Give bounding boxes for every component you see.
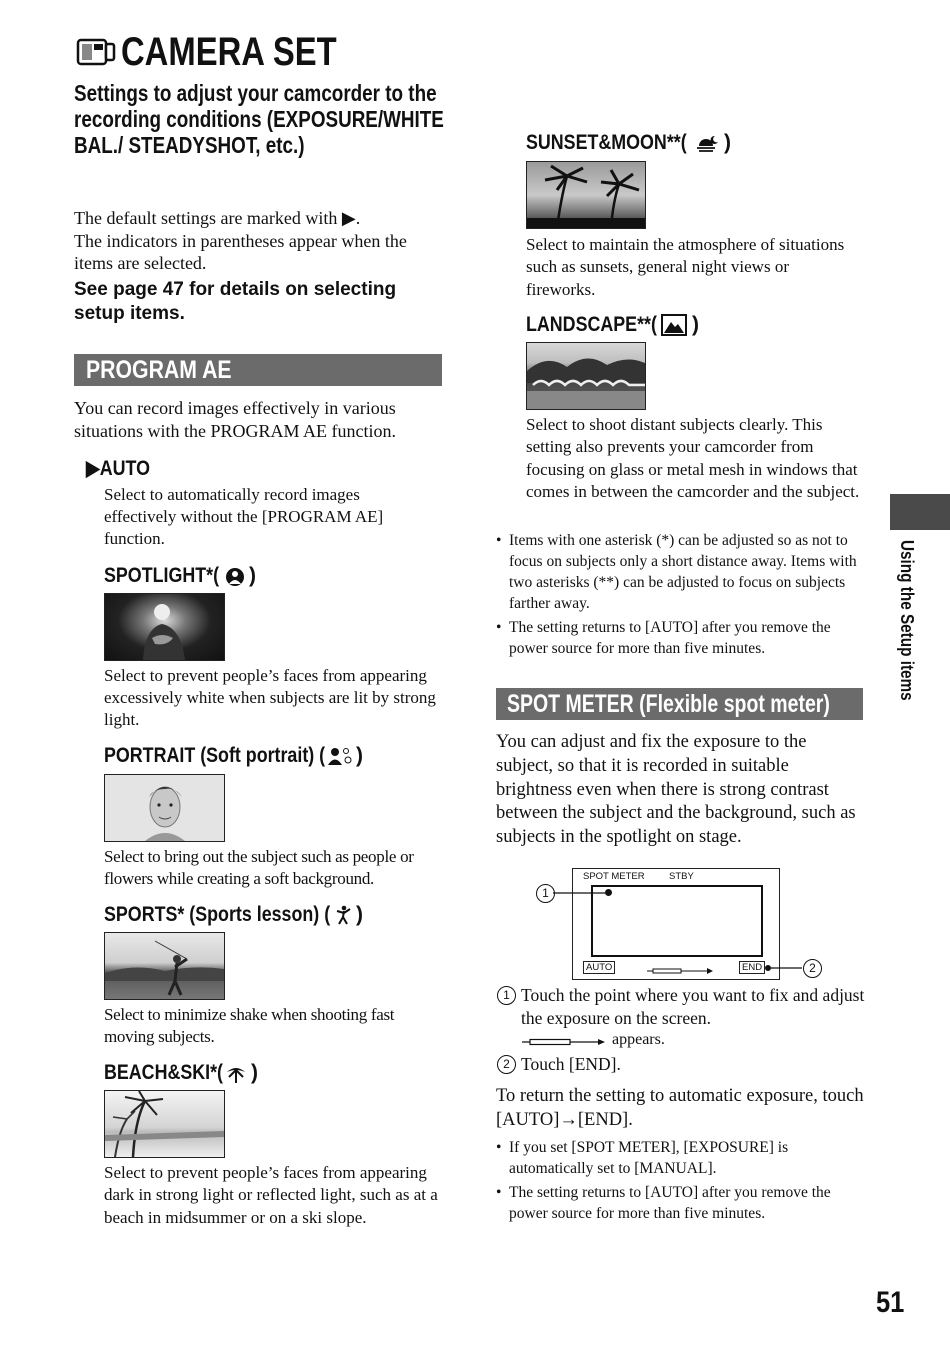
portrait-title: PORTRAIT (Soft portrait) ( xyxy=(104,744,326,767)
sunset-moon-close: ) xyxy=(724,131,731,154)
beach-ski-close: ) xyxy=(251,1061,258,1084)
page-number: 51 xyxy=(876,1286,905,1319)
sunset-moon-desc: Select to maintain the atmosphere of situations such as sunsets, general night views or fireworks. xyxy=(526,235,845,299)
screen-status: STBY xyxy=(669,871,694,882)
portrait-icon xyxy=(327,746,353,771)
note-power-text: The setting returns to [AUTO] after you remove the power source for more than five minutes. xyxy=(509,619,831,657)
return-text: To return the setting to automatic exposure, touch [AUTO]→[END]. xyxy=(496,1086,864,1130)
subtitle-text: Settings to adjust your camcorder to the recording conditions (EXPOSURE/WHITE BAL./ STEADYSHOT, etc.) xyxy=(74,80,444,158)
spotlight-photo xyxy=(104,593,225,661)
note-asterisk-text: Items with one asterisk (*) can be adjusted so as not to focus on subjects only a short distance away. Items with two asterisks (**) can be adjusted to focus on subjects farther away. xyxy=(509,532,857,612)
camera-set-icon xyxy=(76,34,116,70)
note-power-text-2: The setting returns to [AUTO] after you remove the power source for more than five minutes. xyxy=(509,1184,831,1222)
spot-meter-header-label: SPOT METER (Flexible spot meter) xyxy=(507,690,830,718)
program-ae-header xyxy=(74,354,442,386)
spotlight-icon xyxy=(225,567,245,592)
sports-title: SPORTS* (Sports lesson) ( xyxy=(104,903,331,926)
sunset-moon-icon xyxy=(696,134,720,159)
sunset-moon-photo xyxy=(526,161,646,229)
intro-see-page: See page 47 for details on selecting setup items. xyxy=(74,279,397,324)
sports-close: ) xyxy=(356,903,363,926)
landscape-desc: Select to shoot distant subjects clearly. This setting also prevents your camcorder from focusing on glass or metal mesh in windows that comes in between the camcorder and the subject. xyxy=(526,415,860,501)
callout-2: 2 xyxy=(803,959,822,978)
landscape-title: LANDSCAPE**( xyxy=(526,313,657,336)
side-tab-block xyxy=(890,494,950,530)
sunset-moon-title: SUNSET&MOON**( xyxy=(526,131,687,154)
intro-text xyxy=(74,207,444,275)
note-bullet: • xyxy=(496,619,502,636)
step-1-sub: appears. xyxy=(612,1031,665,1048)
auto-title: ▶AUTO xyxy=(86,457,150,480)
sports-desc: Select to minimize shake when shooting fast moving subjects. xyxy=(104,1005,395,1046)
portrait-desc: Select to bring out the subject such as people or flowers while creating a soft background. xyxy=(104,847,414,888)
note-bullet: • xyxy=(496,1184,502,1201)
note-bullet: • xyxy=(496,1139,502,1156)
step-2-text: Touch [END]. xyxy=(521,1054,621,1074)
landscape-icon xyxy=(661,314,687,341)
screen-auto-button[interactable]: AUTO xyxy=(583,961,615,974)
note-bullet: • xyxy=(496,532,502,549)
step-2-number: 2 xyxy=(497,1055,516,1074)
portrait-close: ) xyxy=(356,744,363,767)
beach-ski-icon xyxy=(225,1064,247,1089)
step-1-text: Touch the point where you want to fix and adjust the exposure on the screen. xyxy=(521,985,865,1028)
side-tab-text: Using the Setup items xyxy=(897,540,917,701)
callout-lines xyxy=(530,870,830,980)
spot-meter-note-power xyxy=(496,1182,864,1224)
exposure-bar-icon xyxy=(522,1034,606,1052)
program-ae-note-power xyxy=(496,617,864,659)
landscape-photo xyxy=(526,342,646,410)
note-exposure-text: If you set [SPOT METER], [EXPOSURE] is automatically set to [MANUAL]. xyxy=(509,1139,789,1177)
spotlight-close: ) xyxy=(249,564,256,587)
intro-defaults: The default settings are marked with ▶. xyxy=(74,208,361,228)
page-title: CAMERA SET xyxy=(121,30,337,74)
portrait-photo xyxy=(104,774,225,842)
spot-meter-intro: You can adjust and fix the exposure to the subject, so that it is recorded in suitable brightness even when there is strong contrast between the subject and the background, such as subjects in the spotlight on stage. xyxy=(496,732,856,848)
beach-ski-photo xyxy=(104,1090,225,1158)
side-tab-label xyxy=(896,540,920,740)
page-subtitle xyxy=(74,80,451,158)
landscape-close: ) xyxy=(692,313,699,336)
beach-ski-desc: Select to prevent people’s faces from appearing dark in strong light or reflected light, such as at a beach in midsummer or on a ski slope. xyxy=(104,1163,438,1227)
spotlight-title: SPOTLIGHT*( xyxy=(104,564,220,587)
auto-desc: Select to automatically record images effectively without the [PROGRAM AE] function. xyxy=(104,485,384,548)
program-ae-header-label: PROGRAM AE xyxy=(86,356,232,384)
callout-1: 1 xyxy=(536,884,555,903)
sports-icon xyxy=(335,905,353,930)
spotlight-desc: Select to prevent people’s faces from appearing excessively white when subjects are lit by strong light. xyxy=(104,666,436,729)
spot-meter-header xyxy=(496,688,863,720)
program-ae-note-asterisk xyxy=(496,530,864,614)
sports-photo xyxy=(104,932,225,1000)
intro-indicators: The indicators in parentheses appear when the items are selected. xyxy=(74,230,407,273)
screen-end-button[interactable]: END xyxy=(739,961,765,974)
spot-meter-note-exposure xyxy=(496,1137,859,1179)
program-ae-intro: You can record images effectively in various situations with the PROGRAM AE function. xyxy=(74,398,397,441)
beach-ski-title: BEACH&SKI*( xyxy=(104,1061,224,1084)
spotlight-heading xyxy=(104,564,239,588)
screen-label: SPOT METER xyxy=(583,871,645,882)
step-1-number: 1 xyxy=(497,986,516,1005)
